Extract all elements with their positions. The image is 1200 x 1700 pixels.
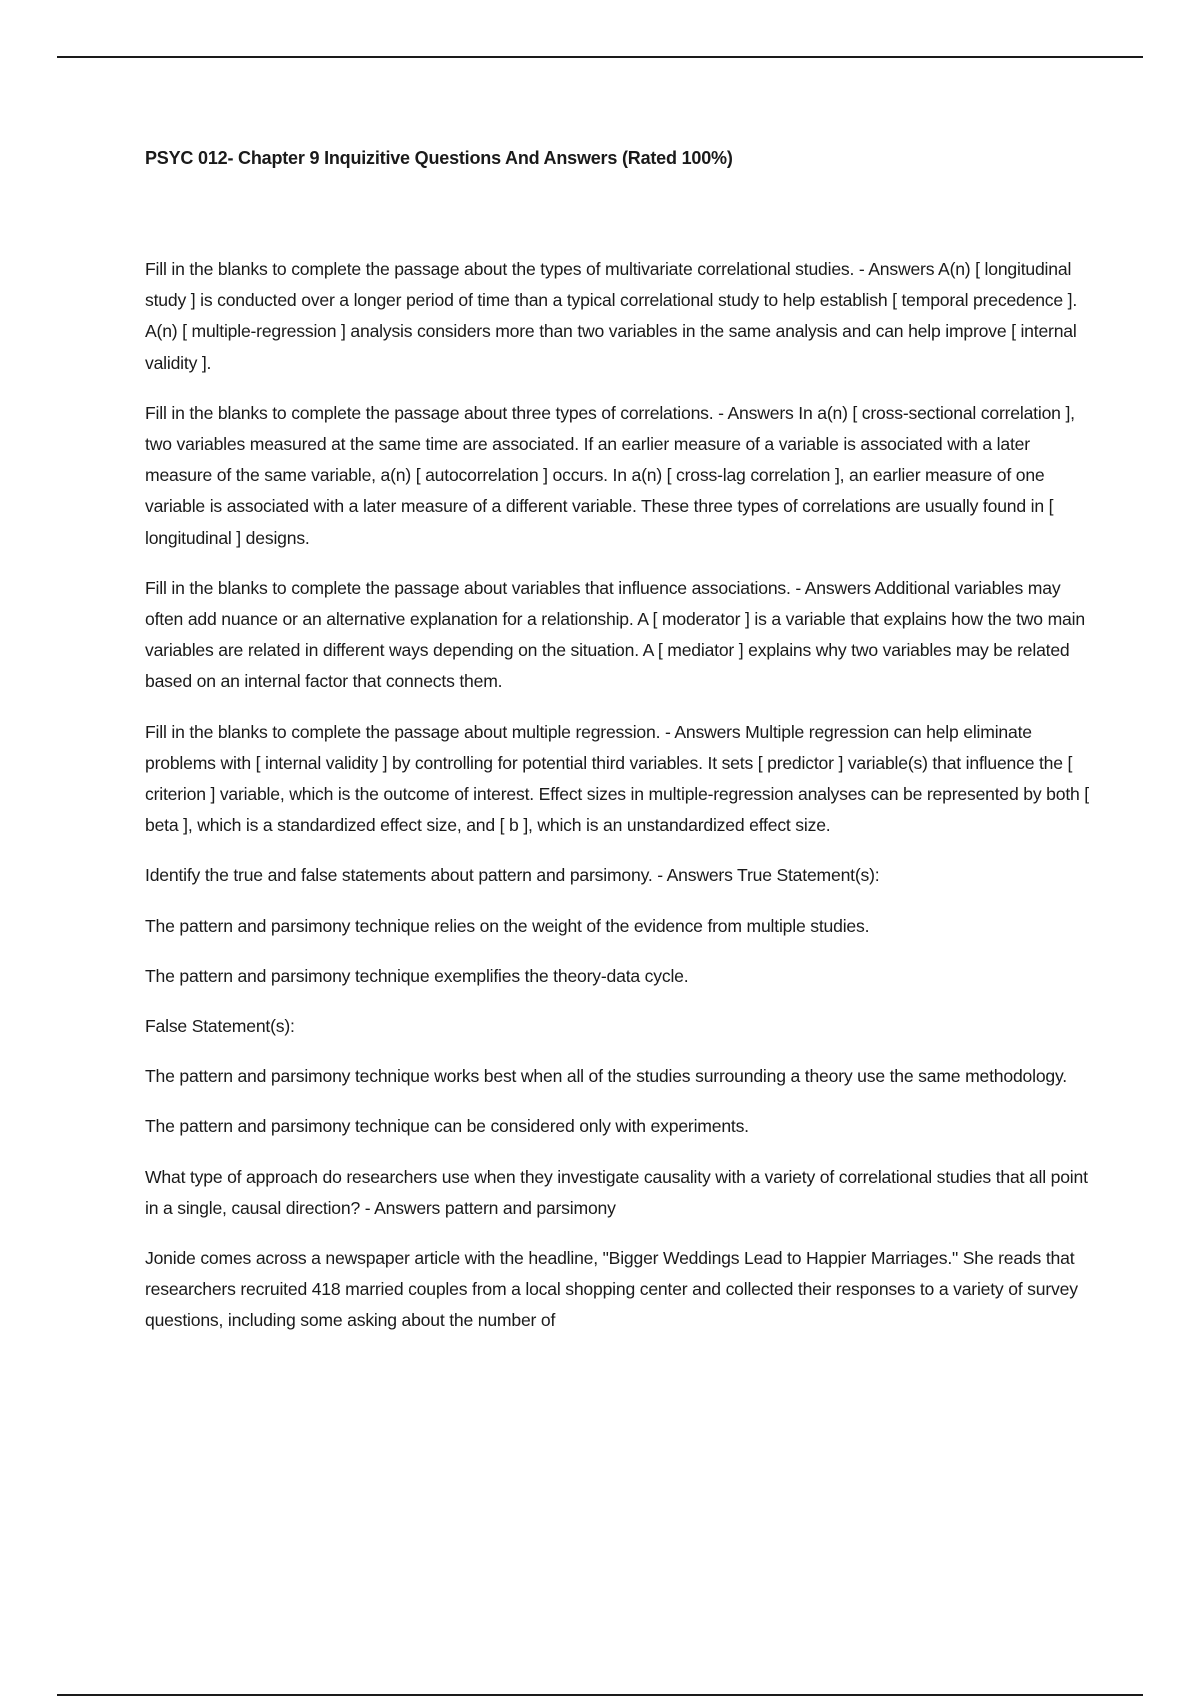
- document-title: PSYC 012- Chapter 9 Inquizitive Questions And Answers (Rated 100%): [145, 148, 733, 168]
- paragraph-true-statement-1: The pattern and parsimony technique relies on the weight of the evidence from multiple studies.: [145, 915, 870, 936]
- paragraph-influencing-variables: Fill in the blanks to complete the passage about variables that influence associations. - Answers Additional variables may often add nuance or an alternative explanation for a relationship. A [ moderator ] is a variable that explains how the two main variables are related in different ways depending on the situation. A [ mediator ] explains why two variables may be related based on an internal factor that connects them.: [145, 577, 1085, 692]
- paragraph-jonide-article: Jonide comes across a newspaper article with the headline, "Bigger Weddings Lead to Happier Marriages." She reads that researchers recruited 418 married couples from a local shopping center and collected their responses to a variety of survey questions, including some asking about the number of: [145, 1248, 1078, 1331]
- paragraph-false-heading: False Statement(s):: [145, 1016, 295, 1037]
- footer-rule: [57, 1694, 1143, 1696]
- paragraph-causality-approach: What type of approach do researchers use when they investigate causality with a variety of correlational studies that all point in a single, causal direction? - Answers pattern and parsimony: [145, 1166, 1088, 1218]
- paragraph-false-statement-1: The pattern and parsimony technique works best when all of the studies surrounding a theory use the same methodology.: [145, 1066, 1067, 1087]
- document-body: [145, 144, 1090, 1356]
- paragraph-pattern-parsimony-question: Identify the true and false statements about pattern and parsimony. - Answers True Statement(s):: [145, 865, 880, 886]
- paragraph-multivariate-studies: Fill in the blanks to complete the passage about the types of multivariate correlational studies. - Answers A(n) [ longitudinal study ] is conducted over a longer period of time than a typical correlational study to help establish [ temporal precedence ]. A(n) [ multiple-regression ] analysis considers more than two variables in the same analysis and can help improve [ internal validity ].: [145, 259, 1078, 373]
- paragraph-true-statement-2: The pattern and parsimony technique exemplifies the theory-data cycle.: [145, 965, 689, 986]
- paragraph-correlation-types: Fill in the blanks to complete the passage about three types of correlations. - Answers In a(n) [ cross-sectional correlation ], two variables measured at the same time are associated. If an earlier measure of a variable is associated with a later measure of the same variable, a(n) [ autocorrelation ] occurs. In a(n) [ cross-lag correlation ], an earlier measure of one variable is associated with a later measure of a different variable. These three types of correlations are usually found in [ longitudinal ] designs.: [145, 402, 1075, 548]
- paragraph-false-statement-2: The pattern and parsimony technique can be considered only with experiments.: [145, 1116, 749, 1137]
- paragraph-multiple-regression: Fill in the blanks to complete the passage about multiple regression. - Answers Multiple regression can help eliminate problems with [ internal validity ] by controlling for potential third variables. It sets [ predictor ] variable(s) that influence the [ criterion ] variable, which is the outcome of interest. Effect sizes in multiple-regression analyses can be represented by both [ beta ], which is a standardized effect size, and [ b ], which is an unstandardized effect size.: [145, 721, 1089, 836]
- header-rule: [57, 56, 1143, 58]
